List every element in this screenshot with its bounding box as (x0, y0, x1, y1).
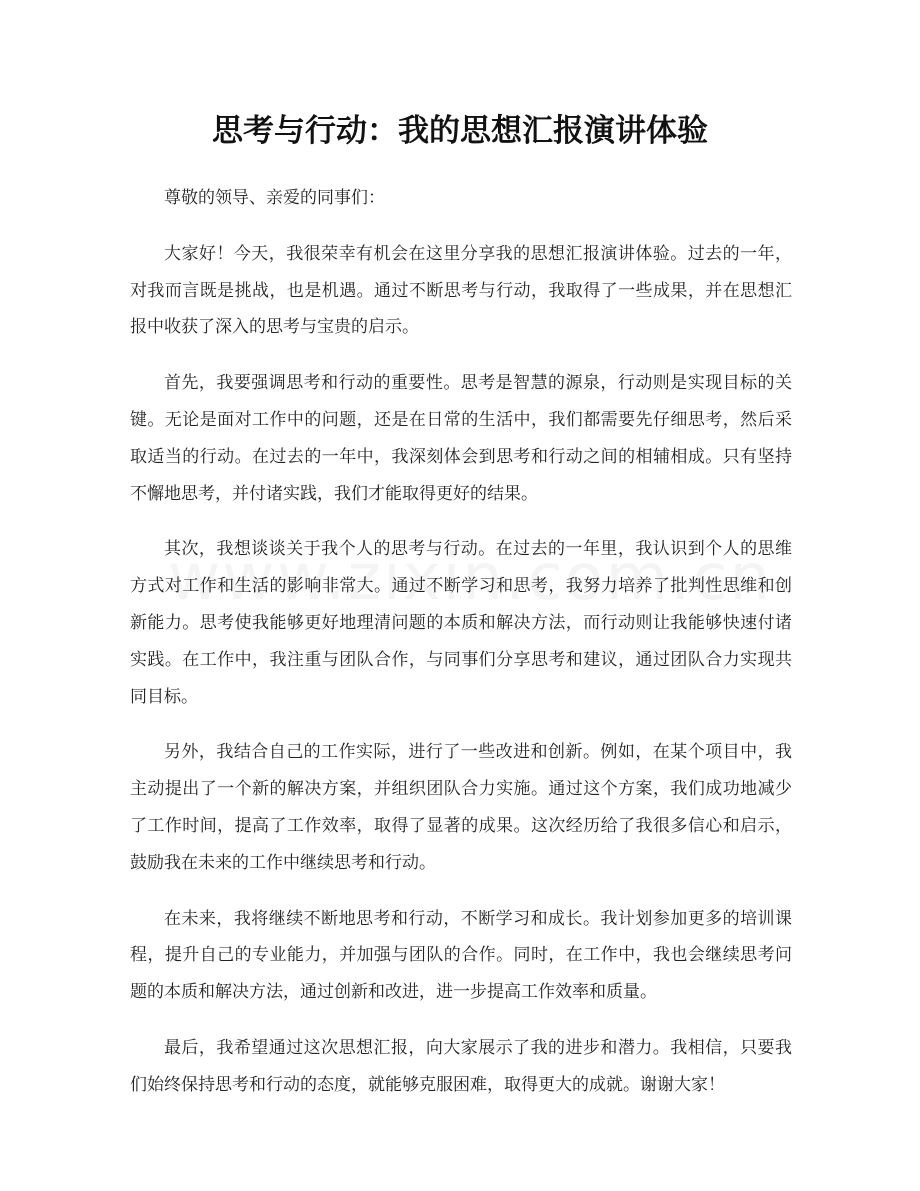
paragraph-greeting: 大家好！今天，我很荣幸有机会在这里分享我的思想汇报演讲体验。过去的一年，对我而言既是挑战，也是机遇。通过不断思考与行动，我取得了一些成果，并在思想汇报中收获了深入的思考与宝贵的启示。 (130, 243, 792, 338)
paragraph-future: 在未来，我将继续不断地思考和行动，不断学习和成长。我计划参加更多的培训课程，提升自己的专业能力，并加强与团队的合作。同时，在工作中，我也会继续思考问题的本质和解决方法，通过创新和改进，进一步提高工作效率和质量。 (130, 908, 792, 1003)
document-body (130, 180, 792, 1104)
paragraph-additionally: 另外，我结合自己的工作实际，进行了一些改进和创新。例如，在某个项目中，我主动提出了一个新的解决方案，并组织团队合力实施。通过这个方案，我们成功地减少了工作时间，提高了工作效率，取得了显著的成果。这次经历给了我很多信心和启示，鼓励我在未来的工作中继续思考和行动。 (130, 742, 792, 873)
salutation: 尊敬的领导、亲爱的同事们： (164, 188, 385, 208)
paragraph-closing: 最后，我希望通过这次思想汇报，向大家展示了我的进步和潜力。我相信，只要我们始终保持思考和行动的态度，就能够克服困难，取得更大的成就。谢谢大家！ (130, 1037, 792, 1095)
document-title: 思考与行动：我的思想汇报演讲体验 (212, 113, 708, 149)
paragraph-first: 首先，我要强调思考和行动的重要性。思考是智慧的源泉，行动则是实现目标的关键。无论是面对工作中的问题，还是在日常的生活中，我们都需要先仔细思考，然后采取适当的行动。在过去的一年中，我深刻体会到思考和行动之间的相辅相成。只有坚持不懈地思考，并付诸实践，我们才能取得更好的结果。 (130, 373, 792, 504)
paragraph-second: 其次，我想谈谈关于我个人的思考与行动。在过去的一年里，我认识到个人的思维方式对工作和生活的影响非常大。通过不断学习和思考，我努力培养了批判性思维和创新能力。思考使我能够更好地理清问题的本质和解决方法，而行动则让我能够快速付诸实践。在工作中，我注重与团队合作，与同事们分享思考和建议，通过团队合力实现共同目标。 (130, 539, 792, 707)
